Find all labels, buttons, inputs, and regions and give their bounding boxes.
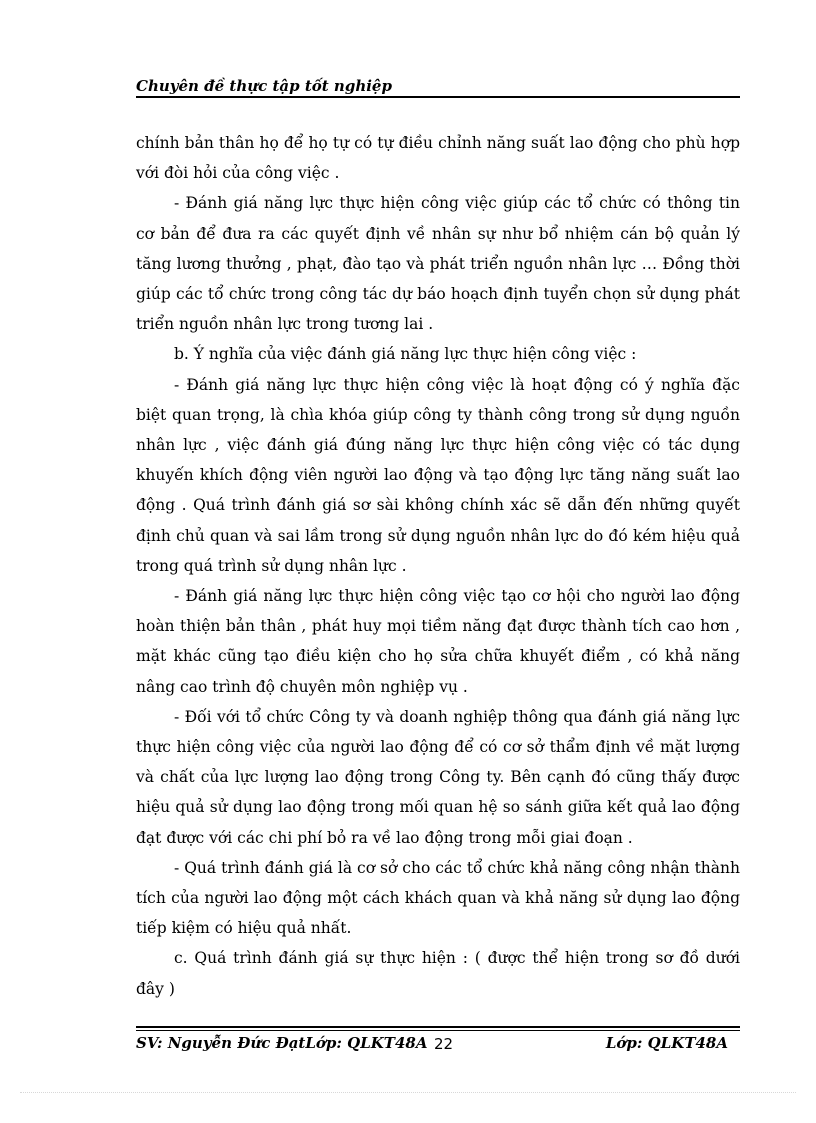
section-heading-c: c. Quá trình đánh giá sự thực hiện : ( được thể hiện trong sơ đồ dưới đây )	[136, 949, 740, 998]
section-heading-b: b. Ý nghĩa của việc đánh giá năng lực thực hiện công việc :	[174, 345, 637, 364]
page-number: 22	[434, 1035, 454, 1053]
header-rule	[136, 96, 740, 98]
paragraph-opportunity: - Đánh giá năng lực thực hiện công việc tạo cơ hội cho người lao động hoàn thiện bản thân , phát huy mọi tiềm năng đạt được thành tích cao hơn , mặt khác cũng tạo điều kiện cho họ sửa chữa khuyết điểm , có khả năng nâng cao trình độ chuyên môn nghiệp vụ .	[136, 587, 740, 696]
paragraph-recognition: - Quá trình đánh giá là cơ sở cho các tổ chức khả năng công nhận thành tích của người lao động một cách khách quan và khả năng sử dụng lao động tiếp kiệm có hiệu quả nhất.	[136, 858, 740, 938]
paragraph-evaluation-benefits: - Đánh giá năng lực thực hiện công việc giúp các tổ chức có thông tin cơ bản để đưa ra các quyết định về nhân sự như bổ nhiệm cán bộ quản lý tăng lương thưởng , phạt, đào tạo và phát triển nguồn nhân lực … Đồng thời giúp các tổ chức trong công tác dự báo hoạch định tuyển chọn sử dụng phát triển nguồn nhân lực trong tương lai .	[136, 194, 740, 334]
page-bottom-divider	[20, 1092, 796, 1093]
body-text	[136, 128, 740, 1004]
footer-student: SV: Nguyễn Đức ĐạtLớp: QLKT48A	[136, 1034, 428, 1052]
footer-class: Lớp: QLKT48A	[605, 1034, 728, 1052]
paragraph-continuation: chính bản thân họ để họ tự có tự điều chỉnh năng suất lao động cho phù hợp với đòi hỏi của công việc .	[136, 134, 740, 183]
footer-rule-thin	[136, 1030, 740, 1031]
footer-rule-thick	[136, 1026, 740, 1028]
paragraph-organization: - Đối với tổ chức Công ty và doanh nghiệp thông qua đánh giá năng lực thực hiện công việc của người lao động để có cơ sở thẩm định về mặt lượng và chất của lực lượng lao động trong Công ty. Bên cạnh đó cũng thấy được hiệu quả sử dụng lao động trong mối quan hệ so sánh giữa kết quả lao động đạt được với các chi phí bỏ ra về lao động trong mỗi giai đoạn .	[136, 707, 740, 847]
header-title: Chuyên đề thực tập tốt nghiệp	[136, 77, 392, 95]
paragraph-importance: - Đánh giá năng lực thực hiện công việc là hoạt động có ý nghĩa đặc biệt quan trọng, là chìa khóa giúp công ty thành công trong sử dụng nguồn nhân lực , việc đánh giá đúng năng lực thực hiện công việc có tác dụng khuyến khích động viên người lao động và tạo động lực tăng năng suất lao động . Quá trình đánh giá sơ sài không chính xác sẽ dẫn đến những quyết định chủ quan và sai lầm trong sử dụng nguồn nhân lực do đó kém hiệu quả trong quá trình sử dụng nhân lực .	[136, 375, 740, 575]
